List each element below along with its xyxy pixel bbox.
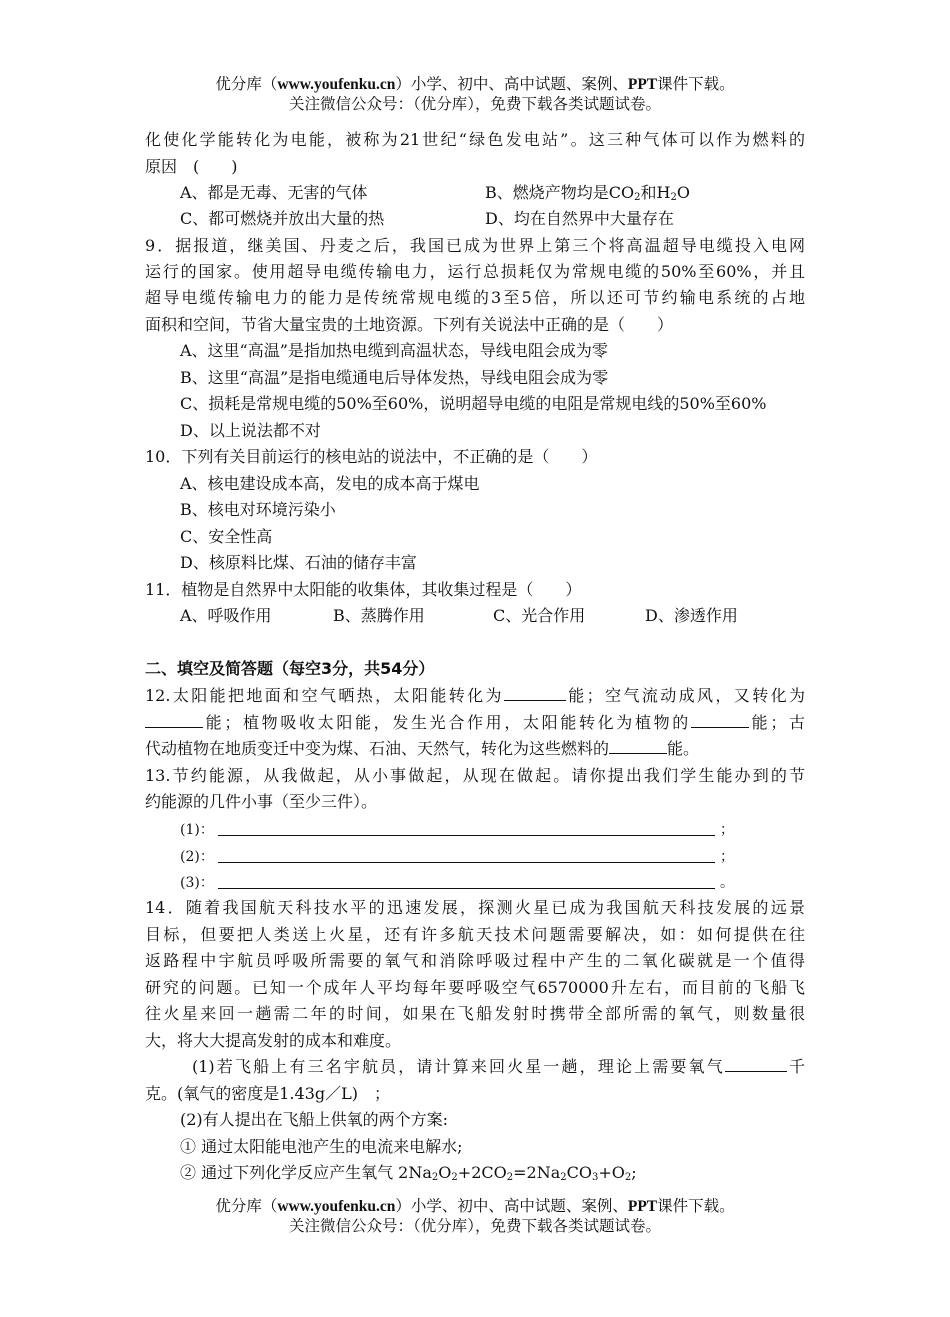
q8-options-ab (180, 181, 690, 205)
q14-line-1: 14．随着我国航天科技水平的迅速发展，探测火星已成为我国航天科技发展的远景 (145, 898, 805, 917)
q9-line-3: 超导电缆传输电力的能力是传统常规电缆的3至5倍，所以还可节约输电系统的占地 (145, 288, 805, 307)
header-line-2: 关注微信公众号：（优分库），免费下载各类试题试卷。 (288, 95, 661, 113)
q14-plan-2-a: ② 通过下列化学反应产生氧气 2Na (180, 1163, 432, 1182)
q14-line-4: 研究的问题。已知一个成年人平均每年要呼吸空气6570000升左右，而目前的飞船飞 (145, 978, 805, 997)
q13-item-3-label: (3)： (180, 875, 214, 891)
footer-download: 课件下载。 (657, 1197, 735, 1215)
q11-stem: 11．植物是自然界中太阳能的收集体，其收集过程是（ ） (145, 580, 582, 599)
q9-option-c: C、损耗是常规电缆的50%至60%，说明超导电缆的电阻是常规电线的50%至60% (180, 394, 767, 413)
q9-line-4: 面积和空间，节省大量宝贵的土地资源。下列有关说法中正确的是（ ） (145, 315, 674, 334)
section-2-title: 二、填空及简答题（每空3分，共54分） (145, 659, 435, 678)
q14-sub-2: (2)有人提出在飞船上供氧的两个方案: (180, 1110, 449, 1129)
footer-url: www.youfenku.cn (277, 1198, 396, 1215)
q13-item-3-end: 。 (720, 875, 734, 891)
q14-plan-2-e: CO (566, 1163, 592, 1182)
q12-blank-2[interactable] (145, 711, 203, 728)
q10-option-c: C、安全性高 (180, 527, 273, 546)
q11-option-b: B、蒸腾作用 (333, 606, 425, 625)
q13-answer-1-line[interactable] (218, 835, 715, 836)
q12-part-4: 能；古 (748, 713, 805, 732)
q14-sub-1 (192, 1055, 805, 1079)
header-url: www.youfenku.cn (277, 76, 396, 93)
q11-option-d: D、渗透作用 (645, 606, 738, 625)
q14-plan-2-sub-5: 3 (591, 1172, 599, 1183)
q14-plan-2-c: +2CO (457, 1163, 507, 1182)
q13-answer-1 (180, 818, 740, 842)
q9-option-a: A、这里“高温”是指加热电缆到高温状态，导线电阻会成为零 (180, 341, 608, 360)
q12-part-3: 能；植物吸收太阳能，发生光合作用，太阳能转化为植物的 (203, 713, 691, 732)
header-ppt: PPT (627, 76, 658, 93)
q14-plan-2 (180, 1161, 637, 1185)
q11-option-a: A、呼吸作用 (180, 606, 272, 625)
q14-plan-2-d: =2Na (513, 1163, 561, 1182)
q14-line-2: 目标，但要把人类送上火星，还有许多航天技术问题需要解决，如：如何提供在往 (145, 925, 805, 944)
q8-line-1: 化使化学能转化为电能，被称为21世纪“绿色发电站”。这三种气体可以作为燃料的 (145, 130, 805, 149)
q14-plan-2-sub-6: 2 (624, 1172, 632, 1183)
q14-sub-1-pre: (1)若飞船上有三名宇航员，请计算来回火星一趟，理论上需要氧气 (192, 1057, 725, 1076)
q8-line-2: 原因 ( ) (145, 157, 238, 176)
q12-part-6: 能。 (667, 739, 700, 758)
header-line-1 (0, 74, 950, 95)
q8-options-cd (180, 207, 674, 231)
q13-answer-3 (180, 871, 740, 895)
q9-line-2: 运行的国家。使用超导电缆传输电力，运行总损耗仅为常规电缆的50%至60%，并且 (145, 262, 805, 281)
q11-options (180, 604, 738, 628)
q8-option-b (485, 181, 690, 205)
q13-answer-2-line[interactable] (218, 862, 715, 863)
q13-item-2-label: (2)： (180, 849, 214, 865)
q8-option-b-pre: B、燃烧产物均是CO (485, 183, 635, 202)
q8-option-b-sub-2: 2 (670, 192, 677, 203)
q14-plan-2-sub-2: 2 (451, 1172, 458, 1183)
q10-option-a: A、核电建设成本高，发电的成本高于煤电 (180, 474, 480, 493)
q14-plan-2-b: O (438, 1163, 452, 1182)
q9-line-1: 9．据报道，继美国、丹麦之后，我国已成为世界上第三个将高温超导电缆投入电网 (145, 236, 805, 255)
footer-line-1 (0, 1196, 950, 1217)
footer-site: 优分库（ (215, 1197, 278, 1215)
q12-line-2 (145, 711, 805, 735)
q12-line-1 (145, 684, 805, 708)
q10-option-d: D、核原料比煤、石油的储存丰富 (180, 553, 417, 572)
q12-part-5: 代动植物在地质变迁中变为煤、石油、天然气，转化为这些燃料的 (145, 739, 610, 758)
footer-site-tail: ）小学、初中、高中试题、案例、 (395, 1197, 628, 1215)
q12-blank-3[interactable] (691, 711, 749, 728)
q8-option-d: D、均在自然界中大量存在 (485, 209, 674, 228)
q12-blank-4[interactable] (609, 737, 667, 754)
q14-plan-2-f: +O (598, 1163, 625, 1182)
q12-part-1: 12.太阳能把地面和空气晒热，太阳能转化为 (145, 686, 504, 705)
q12-blank-1[interactable] (504, 684, 566, 701)
q14-plan-2-sub-3: 2 (506, 1172, 514, 1183)
q14-line-5: 往火星来回一趟需二年的时间，如果在飞船发射时携带全部所需的氧气，则数量很 (145, 1004, 805, 1023)
q9-option-b: B、这里“高温”是指电缆通电后导体发热，导线电阻会成为零 (180, 368, 609, 387)
q13-item-2-end: ； (720, 849, 734, 865)
q13-answer-2 (180, 845, 740, 869)
q8-option-b-post: O (676, 183, 690, 202)
q13-line-1: 13.节约能源，从我做起，从小事做起，从现在做起。请你提出我们学生能办到的节 (145, 766, 805, 785)
q14-plan-2-sub-4: 2 (560, 1172, 567, 1183)
q14-oxygen-blank[interactable] (725, 1055, 787, 1072)
q14-plan-2-g: ; (631, 1163, 637, 1182)
q13-line-2: 约能源的几件小事（至少三件）。 (145, 792, 378, 811)
q14-plan-1: ① 通过太阳能电池产生的电流来电解水; (180, 1137, 463, 1156)
q12-line-3 (145, 737, 699, 761)
q10-stem: 10．下列有关目前运行的核电站的说法中，不正确的是（ ） (145, 447, 598, 466)
q13-item-1-label: (1)： (180, 822, 214, 838)
q8-option-b-sub-1: 2 (634, 192, 641, 203)
q14-sub-1-line-2: 克。(氧气的密度是1.43g／L) ； (145, 1084, 390, 1103)
header-site-tail: ）小学、初中、高中试题、案例、 (395, 75, 628, 93)
q14-line-6: 大，将大大提高发射的成本和难度。 (145, 1031, 402, 1050)
q11-option-c: C、光合作用 (493, 606, 586, 625)
q10-option-b: B、核电对环境污染小 (180, 500, 336, 519)
footer-line-2: 关注微信公众号：（优分库），免费下载各类试题试卷。 (288, 1217, 661, 1235)
q8-option-a: A、都是无毒、无害的气体 (180, 183, 368, 202)
q13-answer-3-line[interactable] (218, 888, 715, 889)
q13-item-1-end: ； (720, 822, 734, 838)
footer-ppt: PPT (627, 1198, 658, 1215)
q8-option-c: C、都可燃烧并放出大量的热 (180, 209, 385, 228)
q14-plan-2-sub-1: 2 (431, 1172, 439, 1183)
q9-option-d: D、以上说法都不对 (180, 421, 321, 440)
q14-sub-1-post: 千 (786, 1057, 805, 1076)
q12-part-2: 能；空气流动成风，又转化为 (565, 686, 805, 705)
header-download: 课件下载。 (657, 75, 735, 93)
header-site: 优分库（ (215, 75, 278, 93)
q14-line-3: 返路程中宇航员呼吸所需要的氧气和消除呼吸过程中产生的二氧化碳就是一个值得 (145, 951, 805, 970)
q8-option-b-mid: 和H (640, 183, 671, 202)
